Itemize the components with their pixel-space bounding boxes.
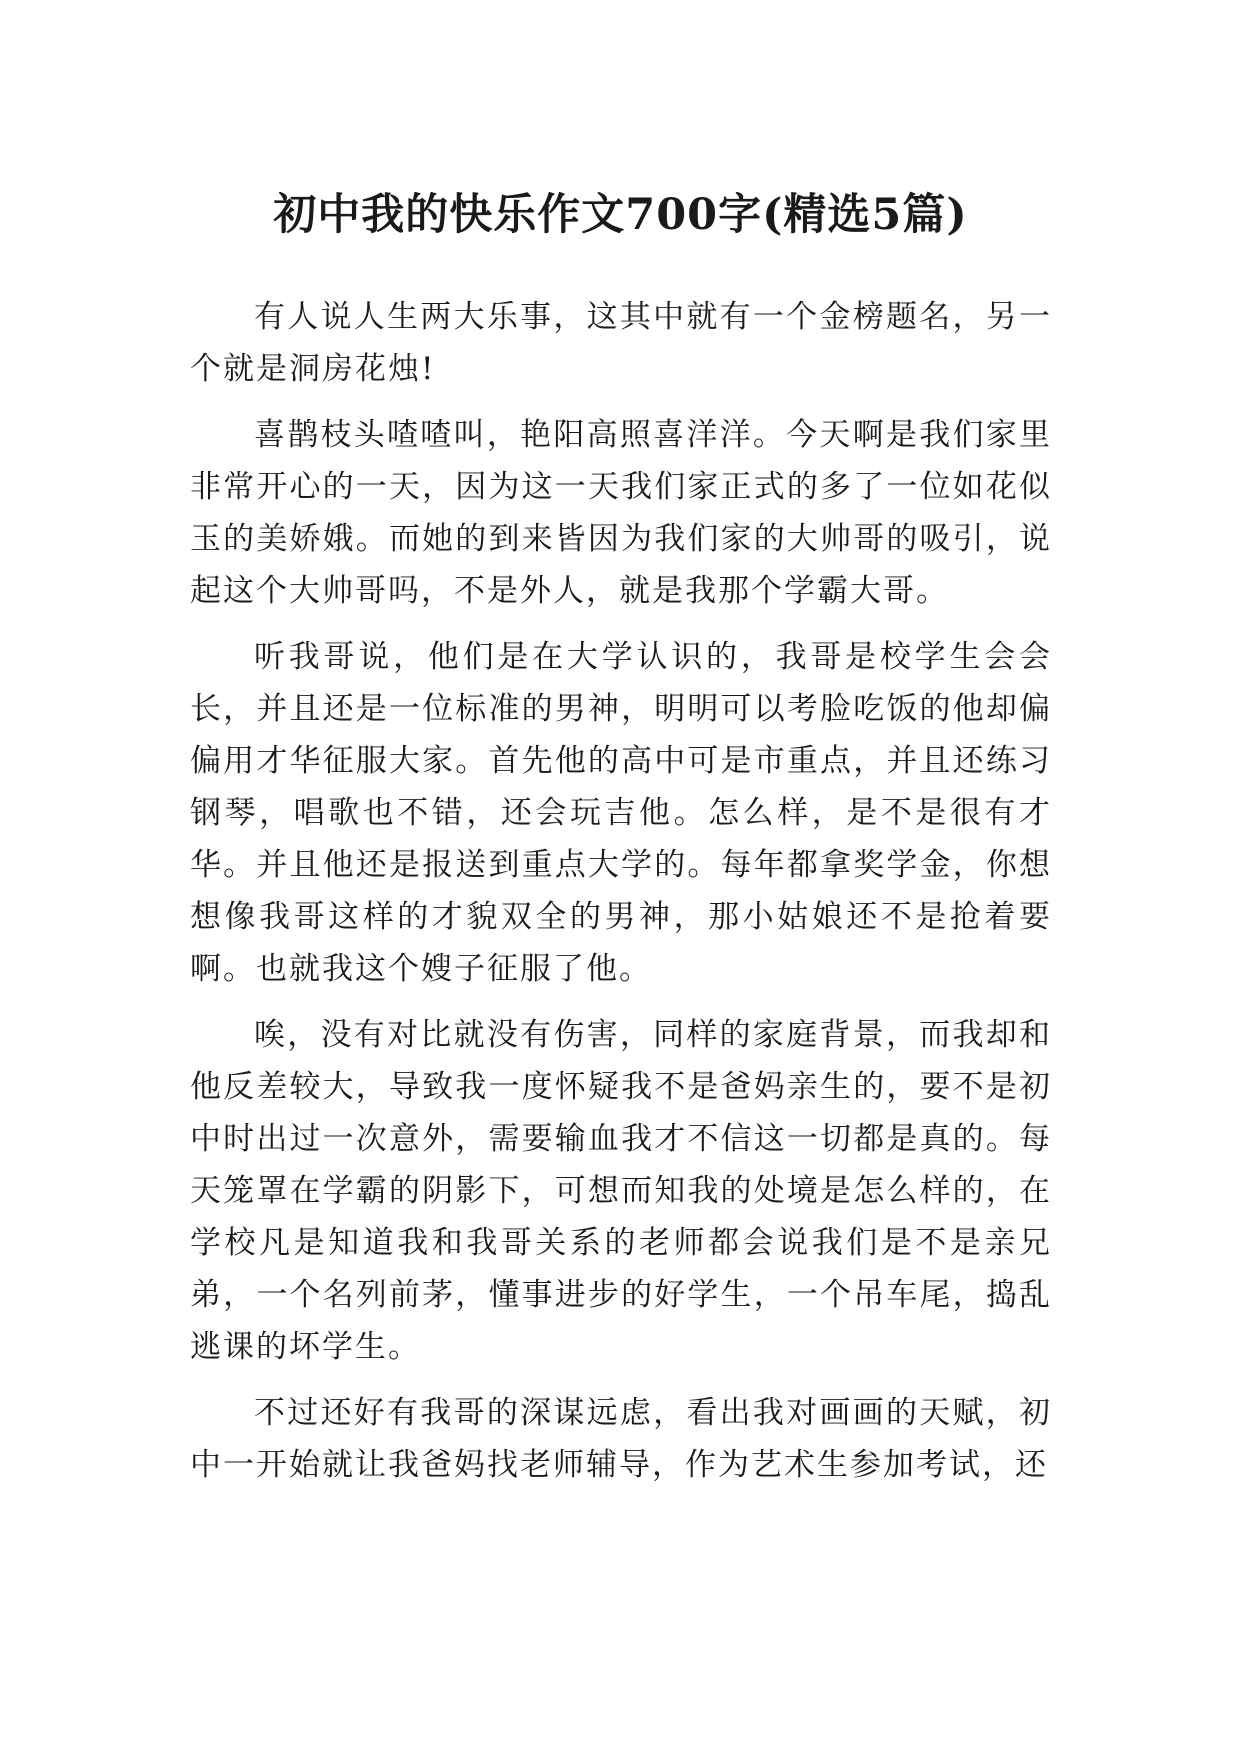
document-body xyxy=(190,291,1052,1491)
document-title: 初中我的快乐作文700字(精选5篇) xyxy=(273,189,968,240)
paragraph-2: 喜鹊枝头喳喳叫，艳阳高照喜洋洋。今天啊是我们家里非常开心的一天，因为这一天我们家正式的多了一位如花似玉的美娇娥。而她的到来皆因为我们家的大帅哥的吸引，说起这个大帅哥吗，不是外人，就是我那个学霸大哥。 xyxy=(190,417,1052,609)
paragraph-1: 有人说人生两大乐事，这其中就有一个金榜题名，另一个就是洞房花烛! xyxy=(190,299,1052,387)
paragraph-4: 唉，没有对比就没有伤害，同样的家庭背景，而我却和他反差较大，导致我一度怀疑我不是爸妈亲生的，要不是初中时出过一次意外，需要输血我才不信这一切都是真的。每天笼罩在学霸的阴影下，可想而知我的处境是怎么样的，在学校凡是知道我和我哥关系的老师都会说我们是不是亲兄弟，一个名列前茅，懂事进步的好学生，一个吊车尾，捣乱逃课的坏学生。 xyxy=(190,1017,1052,1365)
paragraph-3: 听我哥说，他们是在大学认识的，我哥是校学生会会长，并且还是一位标准的男神，明明可以考脸吃饭的他却偏偏用才华征服大家。首先他的高中可是市重点，并且还练习钢琴，唱歌也不错，还会玩吉他。怎么样，是不是很有才华。并且他还是报送到重点大学的。每年都拿奖学金，你想想像我哥这样的才貌双全的男神，那小姑娘还不是抢着要啊。也就我这个嫂子征服了他。 xyxy=(190,639,1052,987)
paragraph-5: 不过还好有我哥的深谋远虑，看出我对画画的天赋，初中一开始就让我爸妈找老师辅导，作为艺术生参加考试，还 xyxy=(190,1395,1052,1483)
